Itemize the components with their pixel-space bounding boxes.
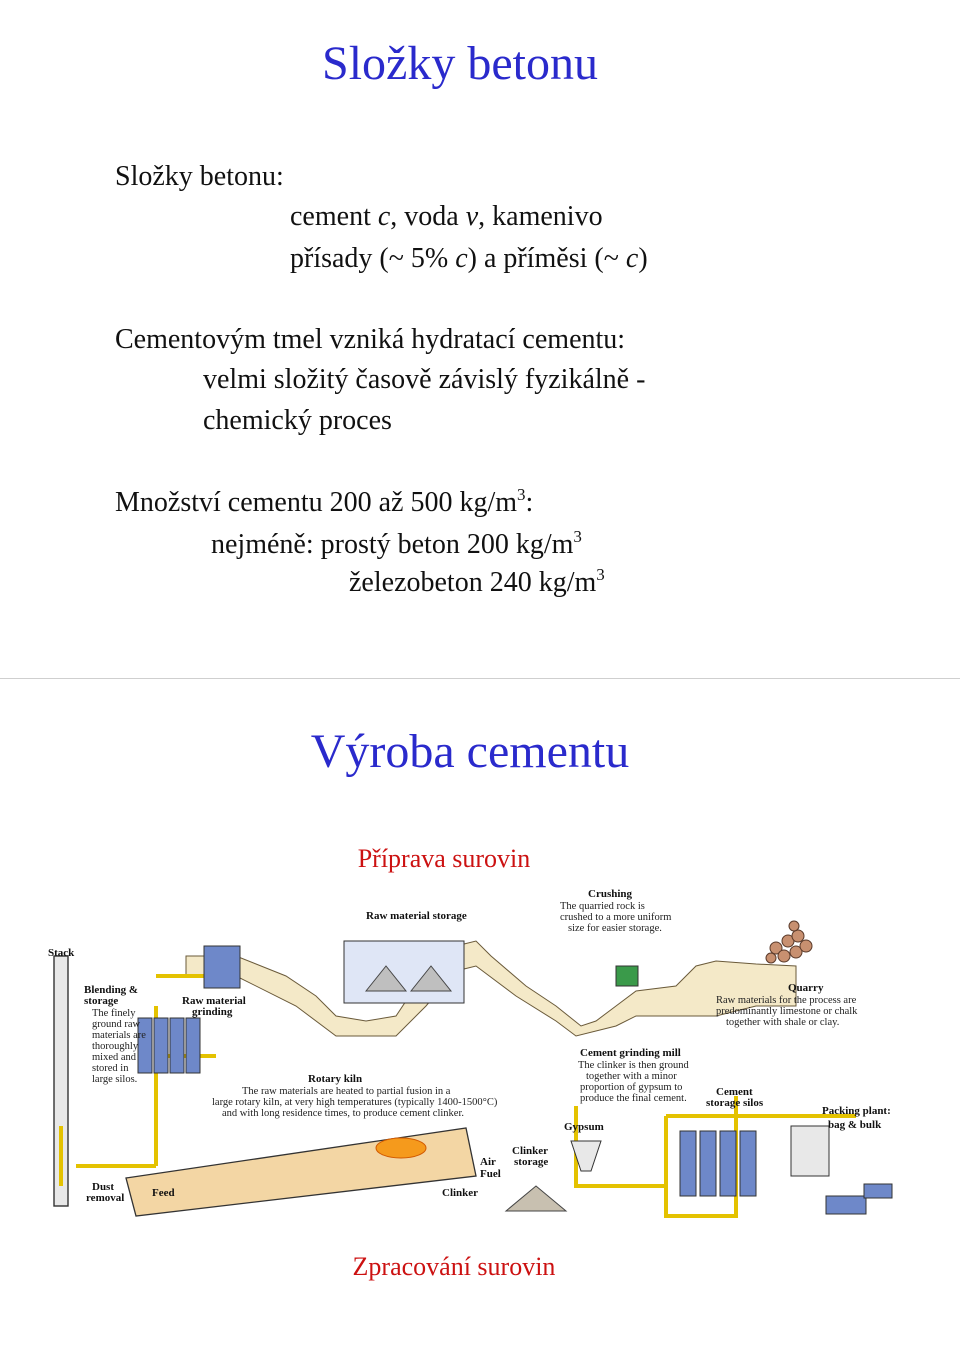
- cement-production-diagram: [36, 886, 910, 1241]
- mill-desc-2: proportion of gypsum to: [580, 1082, 683, 1093]
- cement-silos: [680, 1131, 756, 1196]
- truck-bags: [864, 1184, 892, 1198]
- label-clinker-storage-2: storage: [514, 1156, 549, 1168]
- tmel-line-2: chemický proces: [203, 405, 392, 436]
- text-kamenivo: , kamenivo: [478, 201, 603, 232]
- amount-colon: :: [525, 487, 534, 518]
- minimum-reinforced-concrete: [349, 567, 605, 599]
- kiln-desc-1: large rotary kiln, at very high temperatures (typically 1400-1500°C): [212, 1097, 498, 1108]
- quarry-desc-0: Raw materials for the process are: [716, 995, 857, 1006]
- components-line-2: [290, 243, 648, 275]
- symbol-c: c: [377, 201, 391, 232]
- label-fuel: Fuel: [480, 1168, 501, 1180]
- label-blending-1: Blending &: [84, 984, 139, 996]
- label-dust-1: Dust: [92, 1181, 115, 1193]
- label-feed: Feed: [152, 1187, 175, 1199]
- label-raw-storage: Raw material storage: [366, 910, 467, 922]
- label-dust-2: removal: [86, 1192, 125, 1204]
- label-air: Air: [480, 1156, 496, 1168]
- mill-desc-3: produce the final cement.: [580, 1093, 687, 1104]
- text-voda: , voda: [390, 201, 466, 232]
- label-clinker-storage-1: Clinker: [512, 1145, 549, 1157]
- caption-raw-processing: Zpracování surovin: [352, 1252, 556, 1281]
- label-packing-2: bag & bulk: [828, 1119, 882, 1131]
- label-raw-grinding-1: Raw material: [182, 995, 246, 1007]
- raw-grinding-mill: [204, 946, 240, 988]
- caption-raw-preparation: Příprava surovin: [357, 844, 531, 873]
- quarry-rocks: [766, 921, 812, 963]
- blending-silos: [138, 1018, 200, 1073]
- amount-superscript: 3: [517, 485, 526, 504]
- text-prisady: přísady (~ 5%: [290, 243, 456, 274]
- blending-desc-1: ground raw: [92, 1019, 141, 1030]
- dump-truck: [616, 966, 638, 986]
- label-stack: Stack: [48, 947, 75, 959]
- mill-desc-1: together with a minor: [586, 1071, 677, 1082]
- blending-desc-5: stored in: [92, 1063, 129, 1074]
- minimum-plain-concrete: [211, 529, 582, 561]
- process-illustration: [36, 886, 910, 1241]
- quarry-desc-1: predominantly limestone or chalk: [716, 1006, 858, 1017]
- crushing-desc-2: size for easier storage.: [568, 923, 662, 934]
- rotary-kiln-body: [126, 1128, 479, 1216]
- text-paren: ): [638, 243, 648, 274]
- clinker-pile: [506, 1186, 566, 1211]
- crushing-desc-0: The quarried rock is: [560, 901, 645, 912]
- blending-desc-6: large silos.: [92, 1074, 138, 1085]
- amount-text: Množství cementu 200 až 500 kg/m: [115, 487, 518, 518]
- blending-desc-0: The finely: [92, 1008, 136, 1019]
- amount-heading: [115, 487, 533, 519]
- components-line-1: [290, 201, 603, 233]
- label-quarry: Quarry: [788, 982, 824, 994]
- label-blending-2: storage: [84, 995, 119, 1007]
- label-packing-1: Packing plant:: [822, 1105, 891, 1117]
- blending-desc-3: thoroughly: [92, 1041, 139, 1052]
- label-clinker: Clinker: [442, 1187, 479, 1199]
- crushing-desc-1: crushed to a more uniform: [560, 912, 672, 923]
- min-text: nejméně: prostý beton 200 kg/m: [211, 529, 574, 560]
- terrain: [186, 941, 796, 1036]
- tmel-heading: Cementovým tmel vzniká hydratací cementu:: [115, 324, 626, 355]
- components-heading: Složky betonu:: [115, 161, 284, 192]
- slide-title: Výroba cementu: [310, 725, 630, 778]
- tmel-line-1: velmi složitý časově závislý fyzikálně -: [203, 364, 646, 395]
- storage-hall: [344, 941, 464, 1003]
- label-gypsum: Gypsum: [564, 1121, 604, 1133]
- slide-divider: [0, 678, 960, 679]
- truck-bulk: [826, 1196, 866, 1214]
- kiln-flame: [376, 1138, 426, 1158]
- rc-superscript: 3: [596, 565, 605, 584]
- blending-desc-2: materials are: [92, 1030, 146, 1041]
- packing-plant: [791, 1126, 829, 1176]
- symbol-v: v: [465, 201, 479, 232]
- symbol-c: c: [455, 243, 468, 274]
- label-cement-silos-1: Cement: [716, 1086, 753, 1098]
- slide-components: [0, 0, 960, 678]
- symbol-c: c: [625, 243, 639, 274]
- min-superscript: 3: [573, 527, 582, 546]
- label-cement-mill: Cement grinding mill: [580, 1047, 681, 1059]
- label-crushing: Crushing: [588, 888, 633, 900]
- label-rotary-kiln: Rotary kiln: [308, 1073, 363, 1085]
- label-raw-grinding-2: grinding: [192, 1006, 233, 1018]
- blending-desc-4: mixed and: [92, 1052, 137, 1063]
- kiln-desc-2: and with long residence times, to produce cement clinker.: [222, 1108, 465, 1119]
- mill-desc-0: The clinker is then ground: [578, 1060, 689, 1071]
- kiln-desc-0: The raw materials are heated to partial fusion in a: [242, 1086, 451, 1097]
- text-cement: cement: [290, 201, 378, 232]
- text-primesi: ) a příměsi (~: [467, 243, 626, 274]
- rc-text: železobeton 240 kg/m: [349, 567, 597, 598]
- slide-title: Složky betonu: [322, 37, 598, 90]
- quarry-desc-2: together with shale or clay.: [726, 1017, 840, 1028]
- label-cement-silos-2: storage silos: [706, 1097, 764, 1109]
